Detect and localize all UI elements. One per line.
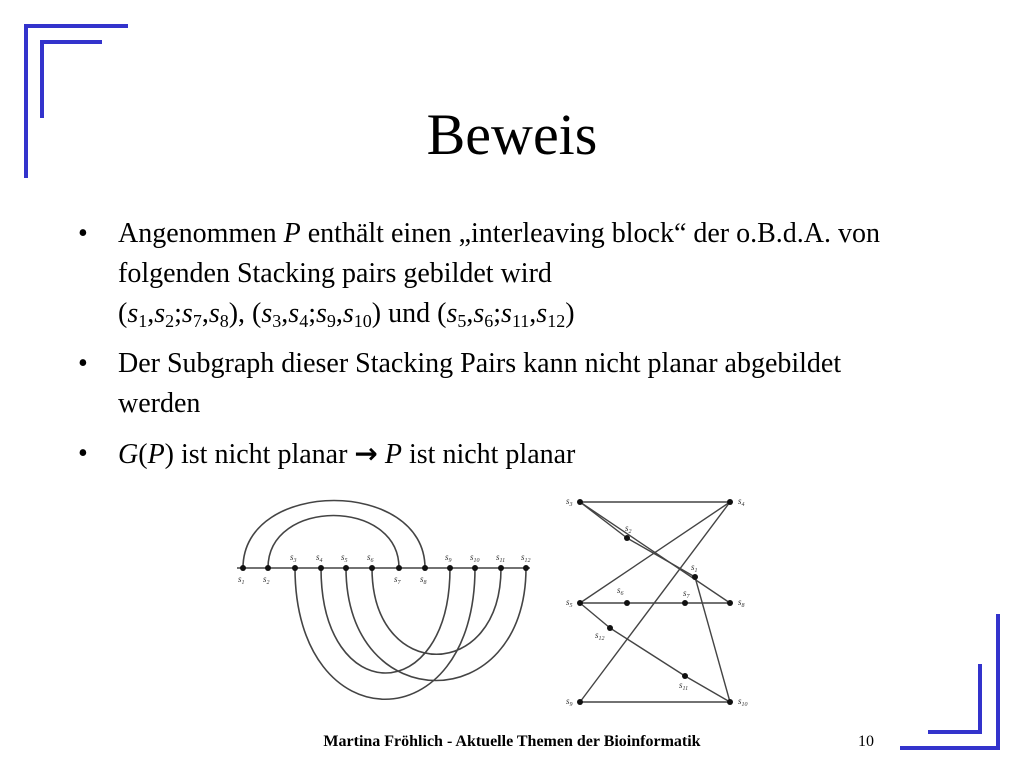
- graph-node: [692, 574, 698, 580]
- graph-edge: [610, 628, 685, 676]
- graph-node-label: $s_5$: [566, 597, 573, 609]
- bipartite-graph: [566, 496, 748, 708]
- arc-edge: [372, 568, 501, 654]
- graph-node-label: $s_{10}$: [738, 696, 748, 708]
- node-label: $s_1$: [238, 574, 245, 586]
- bullet-item: • Der Subgraph dieser Stacking Pairs kann nicht planar abgebildet werden: [78, 344, 898, 424]
- arc-diagram: [237, 501, 531, 700]
- footer-text: Martina Fröhlich - Aktuelle Themen der Bioinformatik: [323, 733, 701, 750]
- graph-node-label: $s_3$: [566, 496, 573, 508]
- node: [265, 565, 271, 571]
- graph-node: [682, 673, 688, 679]
- corner-bottom-right-vertical: [996, 614, 1000, 750]
- node-label: $s_7$: [394, 574, 401, 586]
- node-label: $s_2$: [263, 574, 270, 586]
- node: [318, 565, 324, 571]
- corner-top-left-inner-horizontal: [40, 40, 102, 44]
- node-label: $s_8$: [420, 574, 427, 586]
- arc-edge: [268, 516, 399, 569]
- graph-edge: [580, 502, 730, 702]
- bullet-dot: •: [78, 348, 88, 379]
- stacking-pairs: $(s_1,s_2;s_7,s_8)$, $(s_3,s_4;s_9,s_{10})$ und $(s_5,s_6;s_{11},s_{12})$: [118, 298, 575, 331]
- graph-node: [727, 499, 733, 505]
- graph-node: [577, 499, 583, 505]
- graph-node-label: $s_{11}$: [679, 680, 689, 692]
- graph-node: [577, 699, 583, 705]
- node-label: $s_9$: [445, 552, 452, 564]
- page-number: 10: [858, 733, 874, 750]
- bullet-item: • G(P) ist nicht planar → P ist nicht planar: [78, 434, 898, 475]
- node: [422, 565, 428, 571]
- node-label: $s_5$: [341, 552, 348, 564]
- node-label: $s_3$: [290, 552, 297, 564]
- slide-title: Beweis: [426, 102, 598, 167]
- bullet-list: [78, 214, 898, 485]
- node: [396, 565, 402, 571]
- bullet-item: • Angenommen P enthält einen „interleaving block“ der o.B.d.A. von folgenden Stacking pairs gebildet wird $(s_1,s_2;s_7,s_8)$, $(s_3,s_4;s_9,s_{10})$ und $(s_5,s_6;s_{11},s_{12})$: [78, 214, 898, 334]
- corner-bottom-right-inner-vertical: [978, 664, 982, 732]
- corner-top-left-horizontal: [24, 24, 128, 28]
- graph-node-label: $s_6$: [617, 585, 624, 597]
- node: [369, 565, 375, 571]
- node: [498, 565, 504, 571]
- graph-node: [624, 600, 630, 606]
- graph-node: [577, 600, 583, 606]
- graph-edge: [580, 603, 610, 628]
- graph-node-label: $s_2$: [625, 523, 632, 535]
- bullet-dot: •: [78, 218, 88, 249]
- interleaving-block-figure: [225, 490, 765, 715]
- node: [472, 565, 478, 571]
- node-label: $s_{10}$: [470, 552, 480, 564]
- graph-node: [727, 699, 733, 705]
- graph-node-label: $s_7$: [683, 588, 690, 600]
- node: [240, 565, 246, 571]
- graph-edge: [627, 538, 695, 577]
- graph-node-label: $s_8$: [738, 597, 745, 609]
- arc-edge: [321, 568, 450, 673]
- graph-node-label: $s_1$: [691, 562, 698, 574]
- node: [447, 565, 453, 571]
- node: [343, 565, 349, 571]
- implies-arrow-icon: →: [354, 437, 378, 470]
- node-label: $s_6$: [367, 552, 374, 564]
- graph-node-label: $s_4$: [738, 496, 745, 508]
- graph-node: [727, 600, 733, 606]
- node: [292, 565, 298, 571]
- graph-node-label: $s_9$: [566, 696, 573, 708]
- graph-node-label: $s_{12}$: [595, 630, 605, 642]
- graph-node: [682, 600, 688, 606]
- graph-edge: [695, 577, 730, 702]
- node-label: $s_4$: [316, 552, 323, 564]
- bullet-dot: •: [78, 438, 88, 469]
- node: [523, 565, 529, 571]
- node-label: $s_{12}$: [521, 552, 531, 564]
- graph-node: [607, 625, 613, 631]
- graph-node: [624, 535, 630, 541]
- node-label: $s_{11}$: [496, 552, 506, 564]
